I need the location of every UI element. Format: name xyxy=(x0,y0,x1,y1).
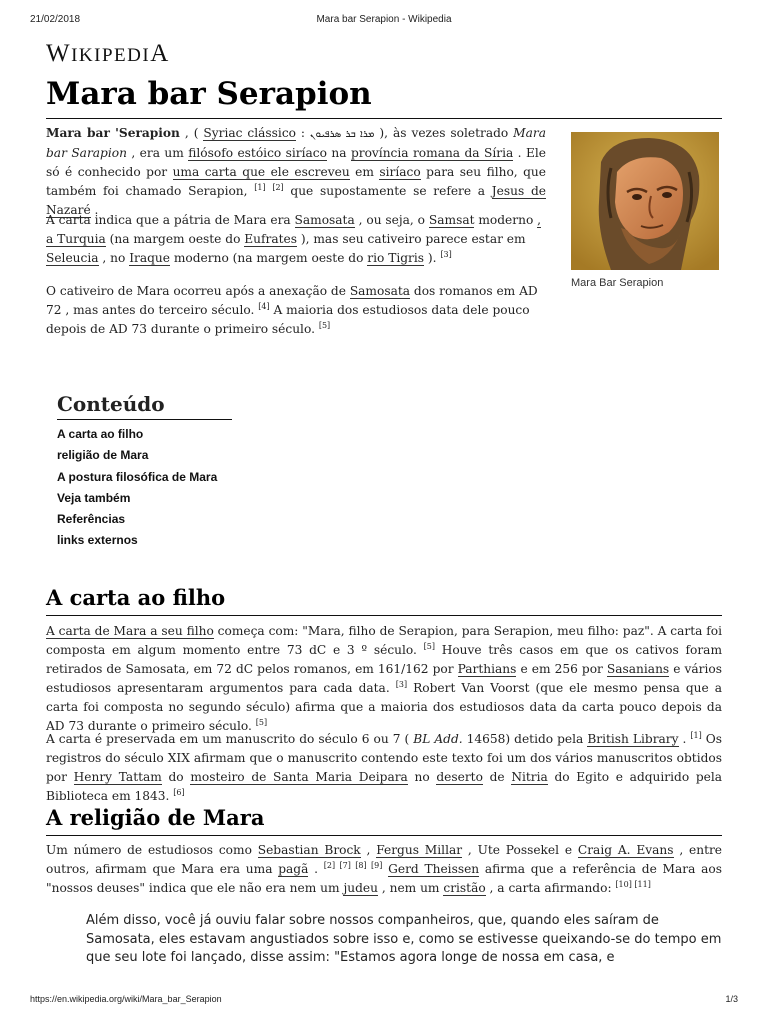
citation[interactable]: [2] xyxy=(272,182,284,192)
intro-paragraph-1 xyxy=(46,124,546,220)
text: do xyxy=(161,770,191,784)
section-heading-religiao: A religião de Mara xyxy=(46,804,722,836)
citation[interactable]: [10] [11] xyxy=(615,879,651,889)
link-uma-carta[interactable]: uma carta que ele escreveu xyxy=(172,165,350,179)
page-title: Mara bar Serapion xyxy=(46,74,722,119)
section1-paragraph-2 xyxy=(46,730,722,806)
text: , ( xyxy=(179,126,204,140)
text: Houve três casos em que os cativos foram retirados de Samosata, em 72 dC pelos romanos, em 161/162 por xyxy=(46,643,722,676)
section2-paragraph-1 xyxy=(46,841,722,898)
citation[interactable]: [5] xyxy=(318,320,331,330)
text: do Egito e adquirido pela Biblioteca em 1843. xyxy=(46,770,723,803)
print-header xyxy=(0,14,768,30)
text: 14658) detido pela xyxy=(462,732,588,746)
text: na xyxy=(326,146,351,160)
text: para seu filho, que também foi chamado Serapion, xyxy=(46,165,546,198)
text: que supostamente se refere a xyxy=(283,184,492,198)
text: . Ele só é conhecido por xyxy=(46,146,546,179)
text: (na margem oeste do xyxy=(105,232,245,246)
link-rio-tigris[interactable]: rio Tigris xyxy=(367,251,425,265)
text: , a carta afirmando: xyxy=(485,881,616,895)
toc-item-veja-tambem[interactable]: Veja também xyxy=(57,490,131,505)
text: Um número de estudiosos como xyxy=(46,843,258,857)
link-provincia-siria[interactable]: província romana da Síria xyxy=(350,146,514,160)
link-filosofo-estoico[interactable]: filósofo estóico siríaco xyxy=(188,146,327,160)
link-syriac-classico[interactable]: Syriac clássico xyxy=(203,126,296,140)
table-of-contents xyxy=(57,391,232,552)
text: , Ute Possekel e xyxy=(462,843,578,857)
link-fergus-millar[interactable]: Fergus Millar xyxy=(376,843,463,857)
text: ), mas seu cativeiro parece estar em xyxy=(297,232,526,246)
text: no xyxy=(407,770,437,784)
intro-paragraph-2 xyxy=(46,211,544,268)
toc-item-religiao[interactable]: religião de Mara xyxy=(57,448,149,463)
link-jesus-de-nazare[interactable]: Jesus de Nazaré xyxy=(46,184,546,217)
print-date: 21/02/2018 xyxy=(30,14,81,25)
link-craig-evans[interactable]: Craig A. Evans xyxy=(577,843,674,857)
article-subject: Mara bar 'Serapion xyxy=(46,126,180,140)
link-judeu[interactable]: judeu xyxy=(343,881,378,895)
toc-title: Conteúdo xyxy=(57,391,232,420)
citation[interactable]: [1] xyxy=(254,182,266,192)
print-page-title: Mara bar Serapion - Wikipedia xyxy=(316,14,452,25)
link-paga[interactable]: pagã xyxy=(278,862,309,876)
text: ), às vezes soletrado xyxy=(374,126,514,140)
wikipedia-logo[interactable] xyxy=(46,40,170,68)
section1-paragraph-1 xyxy=(46,622,722,736)
link-samsat[interactable]: Samsat xyxy=(428,213,475,227)
link-british-library[interactable]: British Library xyxy=(587,732,679,746)
citation[interactable]: [2] [7] [8] [9] xyxy=(323,860,383,870)
text: Os registros do século XIX afirmam que o manuscrito contendo este texto foi um dos vários manuscritos obtidos por xyxy=(46,732,723,784)
link-sebastian-brock[interactable]: Sebastian Brock xyxy=(257,843,361,857)
print-page-number: 1/3 xyxy=(725,994,738,1004)
print-url: https://en.wikipedia.org/wiki/Mara_bar_Serapion xyxy=(30,994,222,1004)
text: moderno (na margem oeste do xyxy=(169,251,368,265)
citation[interactable]: [6] xyxy=(173,787,185,797)
link-mosteiro-santa-maria[interactable]: mosteiro de Santa Maria Deipara xyxy=(190,770,408,784)
text: A carta é preservada em um manuscrito do século 6 ou 7 ( xyxy=(46,732,414,746)
text: , ou seja, o xyxy=(354,213,429,227)
syriac-name: ܡܪܐ ܒܪ ܣܪܦܝܘܢ xyxy=(310,129,375,140)
link-eufrates[interactable]: Eufrates xyxy=(244,232,297,246)
logo-letters-mid: IKIPEDI xyxy=(71,45,151,66)
link-siriaco[interactable]: siríaco xyxy=(379,165,421,179)
logo-letter-a: A xyxy=(150,40,170,67)
toc-item-postura-filosofica[interactable]: A postura filosófica de Mara xyxy=(57,469,218,484)
citation[interactable]: [5] xyxy=(423,641,435,651)
link-gerd-theissen[interactable]: Gerd Theissen xyxy=(388,862,480,876)
link-carta-de-mara[interactable]: A carta de Mara a seu filho xyxy=(46,624,214,638)
toc-item-carta-ao-filho[interactable]: A carta ao filho xyxy=(57,427,144,441)
text: O cativeiro de Mara ocorreu após a anexação de xyxy=(46,284,350,298)
intro-paragraph-3 xyxy=(46,282,546,339)
text: moderno xyxy=(474,213,538,227)
text: afirma que a referência de Mara aos "nossos deuses" indica que ele não era nem um xyxy=(46,862,723,895)
portrait-image[interactable] xyxy=(571,132,719,270)
citation[interactable]: [3] xyxy=(440,249,452,259)
text: . xyxy=(90,203,99,217)
citation[interactable]: [3] xyxy=(395,679,408,689)
text: , era um xyxy=(126,146,189,160)
link-iraque[interactable]: Iraque xyxy=(129,251,170,265)
text: começa com: "Mara, filho de Serapion, para Serapion, meu filho: paz". A carta foi composta em algum momento entre 73 dC e 3 º século. xyxy=(46,624,722,657)
link-cristao[interactable]: cristão xyxy=(443,881,486,895)
text: , nem um xyxy=(377,881,444,895)
link-nitria[interactable]: Nitria xyxy=(511,770,548,784)
text: A maioria dos estudiosos data dele pouco depois de AD 73 durante o primeiro século. xyxy=(46,303,530,336)
text: . xyxy=(308,862,324,876)
link-deserto[interactable]: deserto xyxy=(436,770,483,784)
blockquote: Além disso, você já ouviu falar sobre nossos companheiros, que, quando eles saíram de Samosata, eles estavam angustiados sobre isso e, como se estivesse queixando-se do tempo em que seu lote foi lançado, disse assim: "Estamos agora longe de nossa em casa, e xyxy=(86,913,722,965)
alternate-spelling: Mara bar Sarapion xyxy=(46,126,547,160)
text: , no xyxy=(98,251,130,265)
citation[interactable]: [1] xyxy=(690,730,702,740)
text: . xyxy=(678,732,691,746)
manuscript-id: BL Add. xyxy=(413,732,463,746)
link-henry-tattam[interactable]: Henry Tattam xyxy=(73,770,162,784)
text: dos romanos em AD 72 , mas antes do terceiro século. xyxy=(46,284,538,317)
link-parthians[interactable]: Parthians xyxy=(457,662,517,676)
link-sasanians[interactable]: Sasanians xyxy=(606,662,670,676)
infobox xyxy=(571,132,721,289)
text: A carta indica que a pátria de Mara era xyxy=(46,213,295,227)
text: , xyxy=(360,843,377,857)
text: ). xyxy=(424,251,441,265)
text: em xyxy=(349,165,380,179)
toc-item-links-externos[interactable]: links externos xyxy=(57,533,138,548)
text: e em 256 por xyxy=(516,662,607,676)
citation[interactable]: [5] xyxy=(255,717,268,727)
link-turquia[interactable]: , a Turquia xyxy=(46,213,542,246)
toc-list xyxy=(57,424,232,552)
link-seleucia[interactable]: Seleucia xyxy=(46,251,99,265)
text: , entre outros, afirmam que Mara era uma xyxy=(46,843,723,876)
text: e vários estudiosos apresentaram argumentos para cada data. xyxy=(46,662,722,695)
print-footer xyxy=(0,994,768,1010)
text: de xyxy=(482,770,512,784)
section-heading-carta: A carta ao filho xyxy=(46,584,722,616)
link-samosata[interactable]: Samosata xyxy=(349,284,411,298)
logo-letter-w: W xyxy=(46,40,72,67)
toc-item-referencias[interactable]: Referências xyxy=(57,512,126,527)
citation[interactable]: [4] xyxy=(258,301,270,311)
text: Robert Van Voorst (que ele mesmo pensa que a carta foi composta no segundo século) afirma que a maioria dos estudiosos data da carta pouco depois da AD 73 durante o primeiro século. xyxy=(46,681,723,733)
image-caption: Mara Bar Serapion xyxy=(571,277,664,289)
text: : xyxy=(295,126,310,140)
link-samosata[interactable]: Samosata xyxy=(294,213,355,227)
